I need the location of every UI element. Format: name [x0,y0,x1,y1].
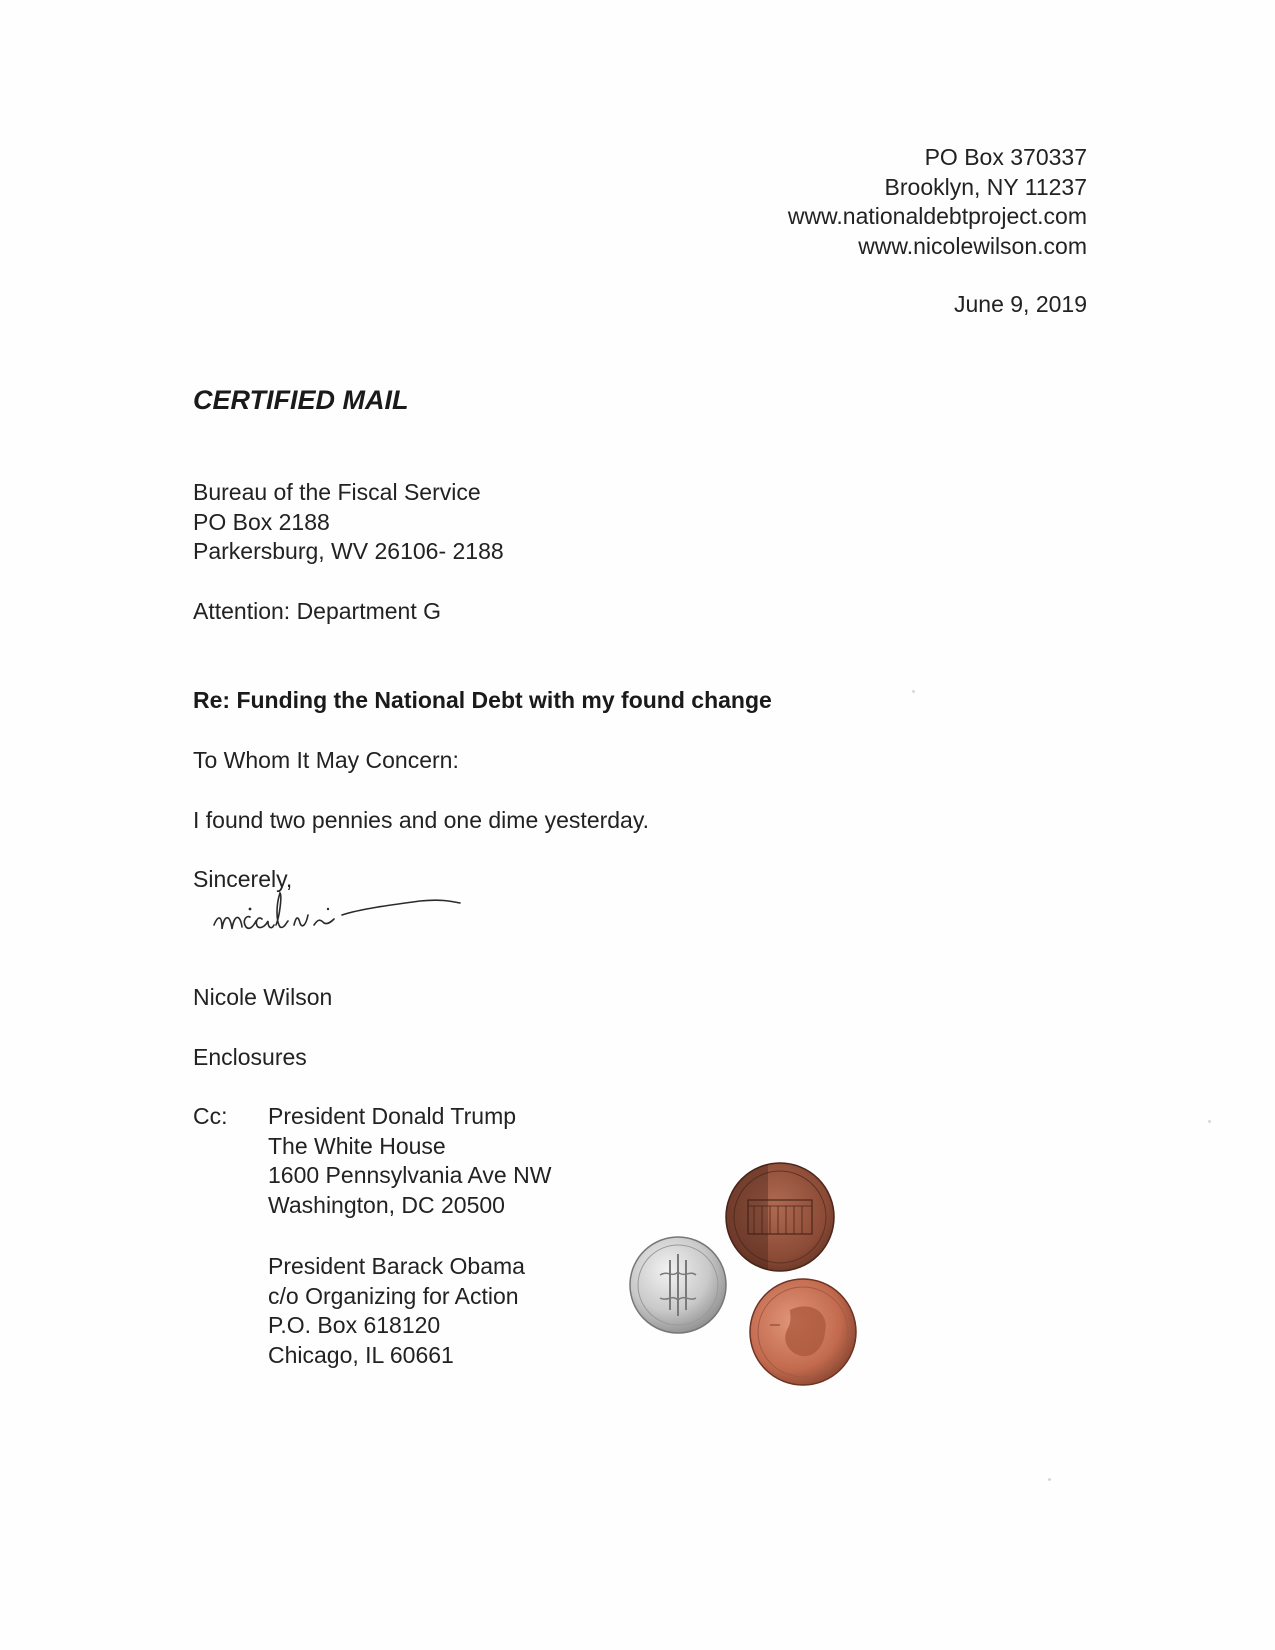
cc-recipient-line3: Chicago, IL 60661 [268,1341,454,1368]
sender-address-line1: PO Box 370337 [924,144,1087,170]
signer-name: Nicole Wilson [193,984,333,1010]
recipient-address-line1: PO Box 2188 [193,508,330,535]
recipient-name: Bureau of the Fiscal Service [193,479,481,505]
cc-recipient-name: President Donald Trump [268,1103,517,1129]
cc-label: Cc: [193,1103,228,1129]
cc-recipient-line1: c/o Organizing for Action [268,1282,519,1309]
attention-line: Attention: Department G [193,598,442,624]
signature-image [210,885,470,955]
enclosed-coins-image [620,1150,920,1400]
enclosures-label: Enclosures [193,1044,307,1070]
cc-recipient-line3: Washington, DC 20500 [268,1191,505,1218]
salutation: To Whom It May Concern: [193,747,459,773]
scan-speck [1048,1478,1051,1481]
cc-recipient-name: President Barack Obama [268,1253,525,1279]
scan-speck [1208,1120,1211,1123]
cc-recipient-line1: The White House [268,1132,446,1159]
certified-mail-heading: CERTIFIED MAIL [193,385,409,415]
recipient-address [193,478,504,567]
letter-body: I found two pennies and one dime yesterday. [193,807,650,833]
closing: Sincerely, [193,866,293,892]
penny-coin [726,1163,834,1271]
penny-coin [750,1279,856,1385]
cc-recipient [268,1252,525,1370]
cc-recipient [268,1102,551,1220]
dime-coin [630,1237,726,1333]
sender-address-line2: Brooklyn, NY 11237 [884,173,1087,200]
sender-website-2: www.nicolewilson.com [858,232,1087,259]
subject-line: Re: Funding the National Debt with my found change [193,687,772,713]
cc-recipient-line2: P.O. Box 618120 [268,1312,441,1338]
sender-address [788,143,1087,261]
scan-speck [912,690,915,693]
cc-recipient-line2: 1600 Pennsylvania Ave NW [268,1162,552,1188]
letter-date: June 9, 2019 [953,291,1087,317]
recipient-address-line2: Parkersburg, WV 26106- 2188 [193,538,504,564]
sender-website-1: www.nationaldebtproject.com [787,203,1087,229]
